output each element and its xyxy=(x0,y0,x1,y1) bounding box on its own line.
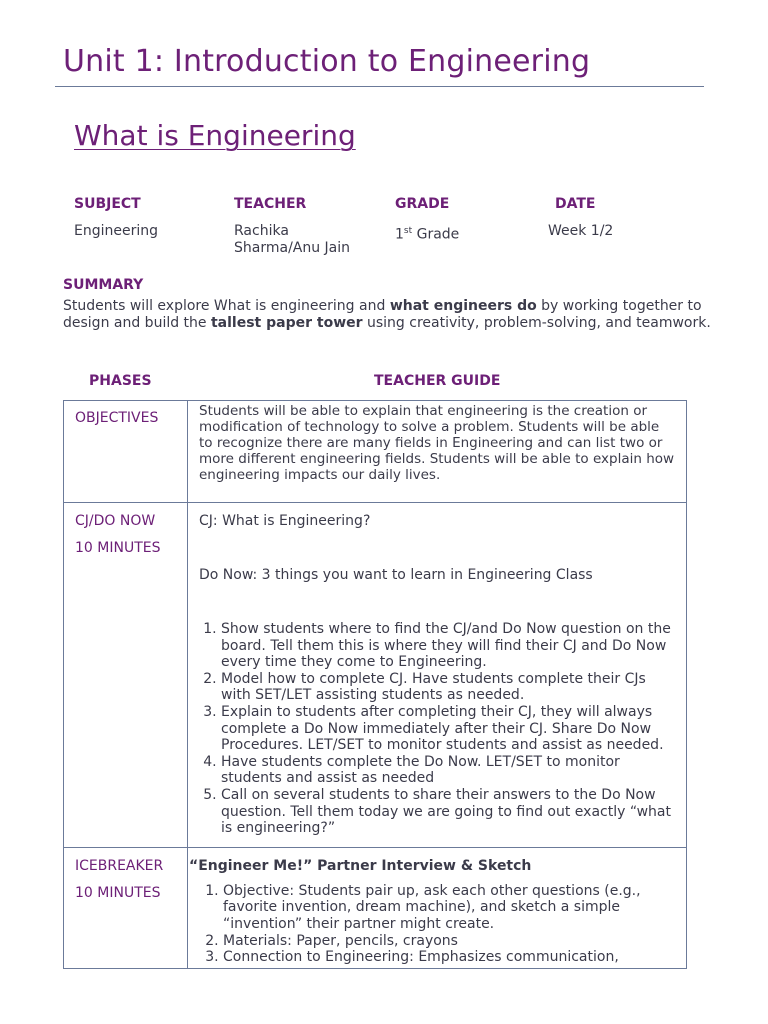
phase-cell xyxy=(64,401,188,503)
summary-emphasis: tallest paper tower xyxy=(210,314,363,331)
summary-label: SUMMARY xyxy=(63,277,144,293)
list-item: 5. Call on several students to share their answers to the Do Now question. Tell them today we are going to find out exactly “what is engineering?” xyxy=(221,787,676,837)
list-item: 1. Show students where to find the CJ/and Do Now question on the board. Tell them this is where they will find their CJ and Do Now every time they come to Engineering. xyxy=(221,621,676,671)
list-item: 2. Model how to complete CJ. Have students complete their CJs with SET/LET assisting students as needed. xyxy=(221,671,676,704)
unit-title: Unit 1: Introduction to Engineering xyxy=(63,44,591,79)
guide-cell xyxy=(188,401,687,503)
teacher-value-line2: Sharma/Anu Jain xyxy=(234,240,351,256)
grade-value xyxy=(395,223,459,244)
list-item: 1. Objective: Students pair up, ask each other questions (e.g., favorite invention, dream machine), and sketch a simple “invention” their partner might create. xyxy=(223,883,676,933)
table-row-objectives xyxy=(64,401,687,503)
summary-text-part: Students will explore What is engineering and xyxy=(63,298,390,314)
cj-do-now-content xyxy=(188,503,686,847)
date-label: DATE xyxy=(555,196,596,212)
list-item: 3. Connection to Engineering: Emphasizes communication, xyxy=(223,949,676,966)
phases-header: PHASES xyxy=(89,373,152,389)
phase-cell xyxy=(64,847,188,968)
summary-text-part: by working together to design and build the xyxy=(63,298,702,331)
icebreaker-title: “Engineer Me!” Partner Interview & Sketch xyxy=(189,857,532,874)
table-row-cj-do-now xyxy=(64,503,687,848)
subject-label: SUBJECT xyxy=(74,196,141,212)
summary-text xyxy=(63,298,713,331)
guide-cell xyxy=(188,503,687,848)
cj-steps-list xyxy=(199,621,676,837)
subject-value: Engineering xyxy=(74,223,158,239)
summary-text-part: using creativity, problem-solving, and teamwork. xyxy=(362,314,711,331)
phase-objectives: OBJECTIVES xyxy=(75,410,159,426)
summary-emphasis: what engineers do xyxy=(389,298,537,314)
grade-ordinal-suffix: st xyxy=(403,226,413,236)
title-divider xyxy=(55,86,704,87)
icebreaker-steps-list xyxy=(189,883,676,966)
grade-word: Grade xyxy=(412,226,460,243)
phase-icebreaker: ICEBREAKER xyxy=(75,857,164,874)
phase-time: 10 MINUTES xyxy=(75,540,161,556)
cj-question: CJ: What is Engineering? xyxy=(199,513,371,529)
teacher-value-line1: Rachika xyxy=(234,223,289,239)
list-item: 3. Explain to students after completing their CJ, they will always complete a Do Now immediately after their CJ. Share Do Now Procedures. LET/SET to monitor students and assist as needed. xyxy=(221,704,676,754)
date-value: Week 1/2 xyxy=(548,223,614,239)
lesson-title: What is Engineering xyxy=(74,119,356,152)
phase-time: 10 MINUTES xyxy=(75,884,161,901)
list-item: 2. Materials: Paper, pencils, crayons xyxy=(223,933,676,950)
guide-cell xyxy=(188,847,687,968)
objectives-text: Students will be able to explain that engineering is the creation or modification of technology to solve a problem. Students will be able to recognize there are many fields in Engineering and can list two or more different engineering fields. Students will be able to explain how engineering impacts our daily lives. xyxy=(199,403,675,483)
teacher-value xyxy=(234,223,350,257)
teacher-label: TEACHER xyxy=(234,196,307,212)
phase-cj-do-now: CJ/DO NOW xyxy=(75,513,156,529)
list-item: 4. Have students complete the Do Now. LET/SET to monitor students and assist as needed xyxy=(221,754,676,787)
teacher-guide-header: TEACHER GUIDE xyxy=(374,373,501,389)
phase-cell xyxy=(64,503,188,848)
grade-number: 1 xyxy=(395,226,404,243)
icebreaker-content xyxy=(188,848,686,968)
grade-label: GRADE xyxy=(395,196,450,212)
do-now-prompt: Do Now: 3 things you want to learn in Engineering Class xyxy=(199,567,593,583)
table-row-icebreaker xyxy=(64,847,687,968)
teacher-guide-table xyxy=(63,400,687,969)
